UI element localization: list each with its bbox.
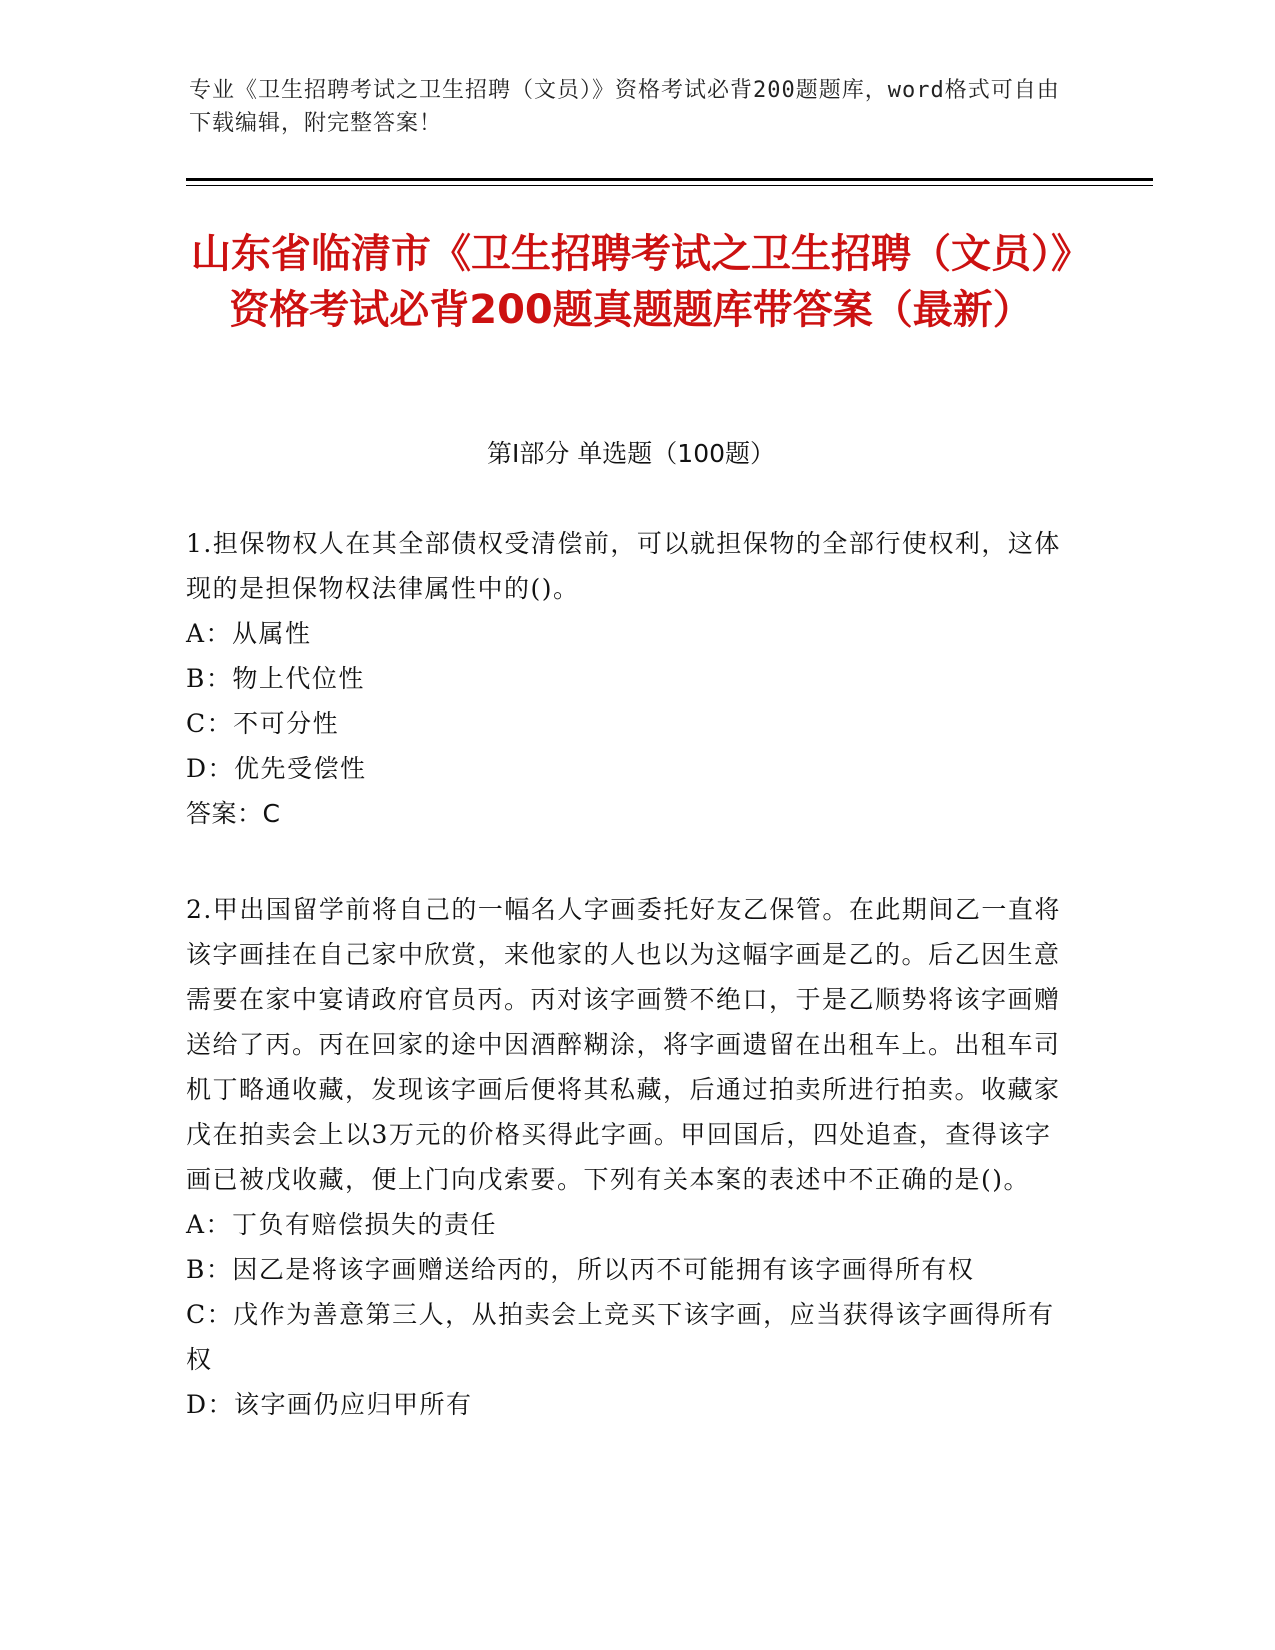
option-a: A：丁负有赔偿损失的责任 <box>186 1210 498 1239</box>
header-divider-thin <box>186 185 1153 186</box>
option-c: C：不可分性 <box>186 709 340 738</box>
option-c: C：戊作为善意第三人，从拍卖会上竞买下该字画，应当获得该字画得所有权 <box>186 1300 1055 1374</box>
option-d: D：优先受偿性 <box>186 754 367 783</box>
question-item <box>186 887 1066 1427</box>
question-stem: 1.担保物权人在其全部债权受清偿前，可以就担保物的全部行使权利，这体现的是担保物权法律属性中的()。 <box>186 529 1061 603</box>
header-divider-thick <box>186 178 1153 181</box>
question-stem: 2.甲出国留学前将自己的一幅名人字画委托好友乙保管。在此期间乙一直将该字画挂在自己家中欣赏，来他家的人也以为这幅字画是乙的。后乙因生意需要在家中宴请政府官员丙。丙对该字画赞不绝口，于是乙顺势将该字画赠送给了丙。丙在回家的途中因酒醉糊涂，将字画遗留在出租车上。出租车司机丁略通收藏，发现该字画后便将其私藏，后通过拍卖所进行拍卖。收藏家戊在拍卖会上以3万元的价格买得此字画。甲回国后，四处追查，查得该字画已被戊收藏，便上门向戊索要。下列有关本案的表述中不正确的是()。 <box>186 895 1061 1194</box>
question-item <box>186 521 1066 836</box>
answer: 答案：C <box>186 799 281 828</box>
option-a: A：从属性 <box>186 619 312 648</box>
option-d: D：该字画仍应归甲所有 <box>186 1390 473 1419</box>
document-title: 山东省临清市《卫生招聘考试之卫生招聘（文员）》资格考试必背200题真题题库带答案（最新） <box>191 231 1071 333</box>
header-note: 专业《卫生招聘考试之卫生招聘（文员）》资格考试必背200题题库，word格式可自由下载编辑，附完整答案！ <box>189 78 1060 136</box>
section-heading: 第Ⅰ部分 单选题（100题） <box>486 439 776 468</box>
option-b: B：物上代位性 <box>186 664 365 693</box>
option-b: B：因乙是将该字画赠送给丙的，所以丙不可能拥有该字画得所有权 <box>186 1255 975 1284</box>
